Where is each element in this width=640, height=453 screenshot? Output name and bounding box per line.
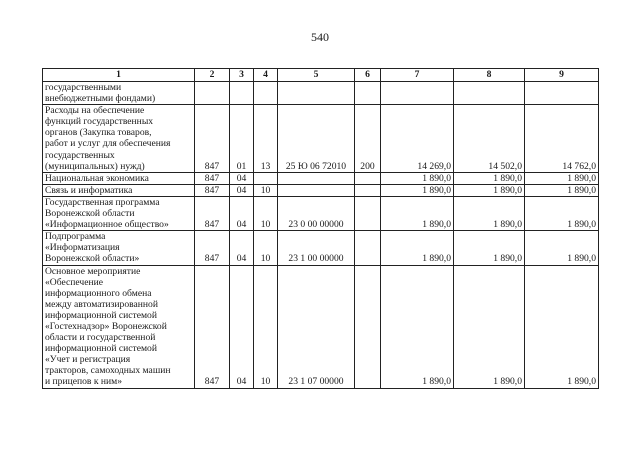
amount-year-2-cell: 1 890,0 xyxy=(454,231,525,265)
admin-code-cell: 847 xyxy=(195,231,230,265)
row-name-cell xyxy=(43,184,195,196)
row-name-line: Расходы на обеспечение xyxy=(45,105,145,117)
admin-code-cell: 847 xyxy=(195,265,230,388)
amount-year-1-cell: 14 269,0 xyxy=(381,105,454,173)
amount-year-3-cell: 1 890,0 xyxy=(525,231,599,265)
header-cell: 6 xyxy=(355,69,381,82)
amount-year-3-cell: 1 890,0 xyxy=(525,172,599,184)
row-name-line: внебюджетными фондами) xyxy=(45,93,156,105)
expense-type-cell xyxy=(355,265,381,388)
row-name-line: области и государственной xyxy=(45,332,156,344)
row-name-line: «Гостехнадзор» Воронежской xyxy=(45,320,167,332)
amount-year-3-cell: 1 890,0 xyxy=(525,184,599,196)
admin-code-cell xyxy=(195,82,230,105)
section-cell: 04 xyxy=(230,184,254,196)
row-name-cell xyxy=(43,172,195,184)
subsection-cell: 10 xyxy=(254,231,278,265)
header-cell: 5 xyxy=(278,69,355,82)
amount-year-1-cell: 1 890,0 xyxy=(381,265,454,388)
row-name-line: и прицепов к ним» xyxy=(45,376,123,388)
table-body xyxy=(43,69,599,389)
row-name-line: «Учет и регистрация xyxy=(45,354,131,366)
row-name-line: Подпрограмма xyxy=(45,231,106,243)
row-name-line: информационной системой xyxy=(45,343,157,355)
row-name-cell xyxy=(43,196,195,230)
section-cell: 04 xyxy=(230,265,254,388)
header-cell: 4 xyxy=(254,69,278,82)
row-name-line: Государственная программа xyxy=(45,196,160,208)
amount-year-2-cell xyxy=(454,82,525,105)
page-number: 540 xyxy=(311,30,329,44)
table-row xyxy=(43,172,599,184)
section-cell xyxy=(230,82,254,105)
row-name-cell xyxy=(43,231,195,265)
row-name-line: государственных xyxy=(45,149,115,161)
section-cell: 04 xyxy=(230,231,254,265)
expense-type-cell xyxy=(355,196,381,230)
target-article-cell xyxy=(278,184,355,196)
amount-year-1-cell xyxy=(381,82,454,105)
amount-year-2-cell: 1 890,0 xyxy=(454,196,525,230)
amount-year-1-cell: 1 890,0 xyxy=(381,196,454,230)
expense-type-cell xyxy=(355,231,381,265)
table-row xyxy=(43,196,599,230)
row-name-line: функций государственных xyxy=(45,116,154,128)
table-row xyxy=(43,105,599,173)
amount-year-2-cell: 1 890,0 xyxy=(454,184,525,196)
admin-code-cell: 847 xyxy=(195,105,230,173)
expense-type-cell: 200 xyxy=(355,105,381,173)
subsection-cell: 10 xyxy=(254,265,278,388)
amount-year-3-cell: 1 890,0 xyxy=(525,196,599,230)
row-name-line: Основное мероприятие xyxy=(45,265,141,277)
target-article-cell xyxy=(278,82,355,105)
expense-type-cell xyxy=(355,172,381,184)
expense-type-cell xyxy=(355,82,381,105)
target-article-cell xyxy=(278,172,355,184)
header-row xyxy=(43,69,599,82)
target-article-cell: 23 0 00 00000 xyxy=(278,196,355,230)
subsection-cell xyxy=(254,172,278,184)
subsection-cell: 10 xyxy=(254,184,278,196)
row-name-line: «Обеспечение xyxy=(45,276,103,288)
header-cell: 2 xyxy=(195,69,230,82)
row-name-line: Национальная экономика xyxy=(45,172,149,184)
row-name-line: Связь и информатика xyxy=(45,184,133,196)
row-name-line: «Информационное общество» xyxy=(45,219,169,231)
target-article-cell: 23 1 00 00000 xyxy=(278,231,355,265)
admin-code-cell: 847 xyxy=(195,196,230,230)
row-name-line: (муниципальных) нужд) xyxy=(45,160,145,172)
row-name-line: информационного обмена xyxy=(45,287,152,299)
row-name-line: государственными xyxy=(45,82,122,93)
row-name-line: Воронежской области xyxy=(45,208,135,220)
row-name-cell xyxy=(43,105,195,173)
row-name-line: работ и услуг для обеспечения xyxy=(45,138,171,150)
expense-type-cell xyxy=(355,184,381,196)
section-cell: 04 xyxy=(230,196,254,230)
header-cell: 9 xyxy=(525,69,599,82)
table-row xyxy=(43,231,599,265)
target-article-cell: 25 Ю 06 72010 xyxy=(278,105,355,173)
row-name-line: между автоматизированной xyxy=(45,298,158,310)
row-name-line: органов (Закупка товаров, xyxy=(45,127,152,139)
row-name-cell xyxy=(43,82,195,105)
row-name-line: информационной системой xyxy=(45,309,157,321)
row-name-line: тракторов, самоходных машин xyxy=(45,365,171,377)
amount-year-1-cell: 1 890,0 xyxy=(381,172,454,184)
row-name-line: Воронежской области» xyxy=(45,253,140,265)
admin-code-cell: 847 xyxy=(195,172,230,184)
amount-year-3-cell xyxy=(525,82,599,105)
amount-year-1-cell: 1 890,0 xyxy=(381,184,454,196)
subsection-cell xyxy=(254,82,278,105)
header-cell: 3 xyxy=(230,69,254,82)
header-cell: 8 xyxy=(454,69,525,82)
table-row xyxy=(43,82,599,105)
subsection-cell: 13 xyxy=(254,105,278,173)
amount-year-3-cell: 1 890,0 xyxy=(525,265,599,388)
target-article-cell: 23 1 07 00000 xyxy=(278,265,355,388)
amount-year-2-cell: 1 890,0 xyxy=(454,172,525,184)
table-row xyxy=(43,265,599,388)
section-cell: 04 xyxy=(230,172,254,184)
amount-year-2-cell: 1 890,0 xyxy=(454,265,525,388)
row-name-line: «Информатизация xyxy=(45,242,120,254)
section-cell: 01 xyxy=(230,105,254,173)
admin-code-cell: 847 xyxy=(195,184,230,196)
amount-year-2-cell: 14 502,0 xyxy=(454,105,525,173)
budget-table xyxy=(42,68,599,389)
row-name-cell xyxy=(43,265,195,388)
header-cell: 7 xyxy=(381,69,454,82)
table-row xyxy=(43,184,599,196)
amount-year-3-cell: 14 762,0 xyxy=(525,105,599,173)
header-cell: 1 xyxy=(43,69,195,82)
amount-year-1-cell: 1 890,0 xyxy=(381,231,454,265)
subsection-cell: 10 xyxy=(254,196,278,230)
